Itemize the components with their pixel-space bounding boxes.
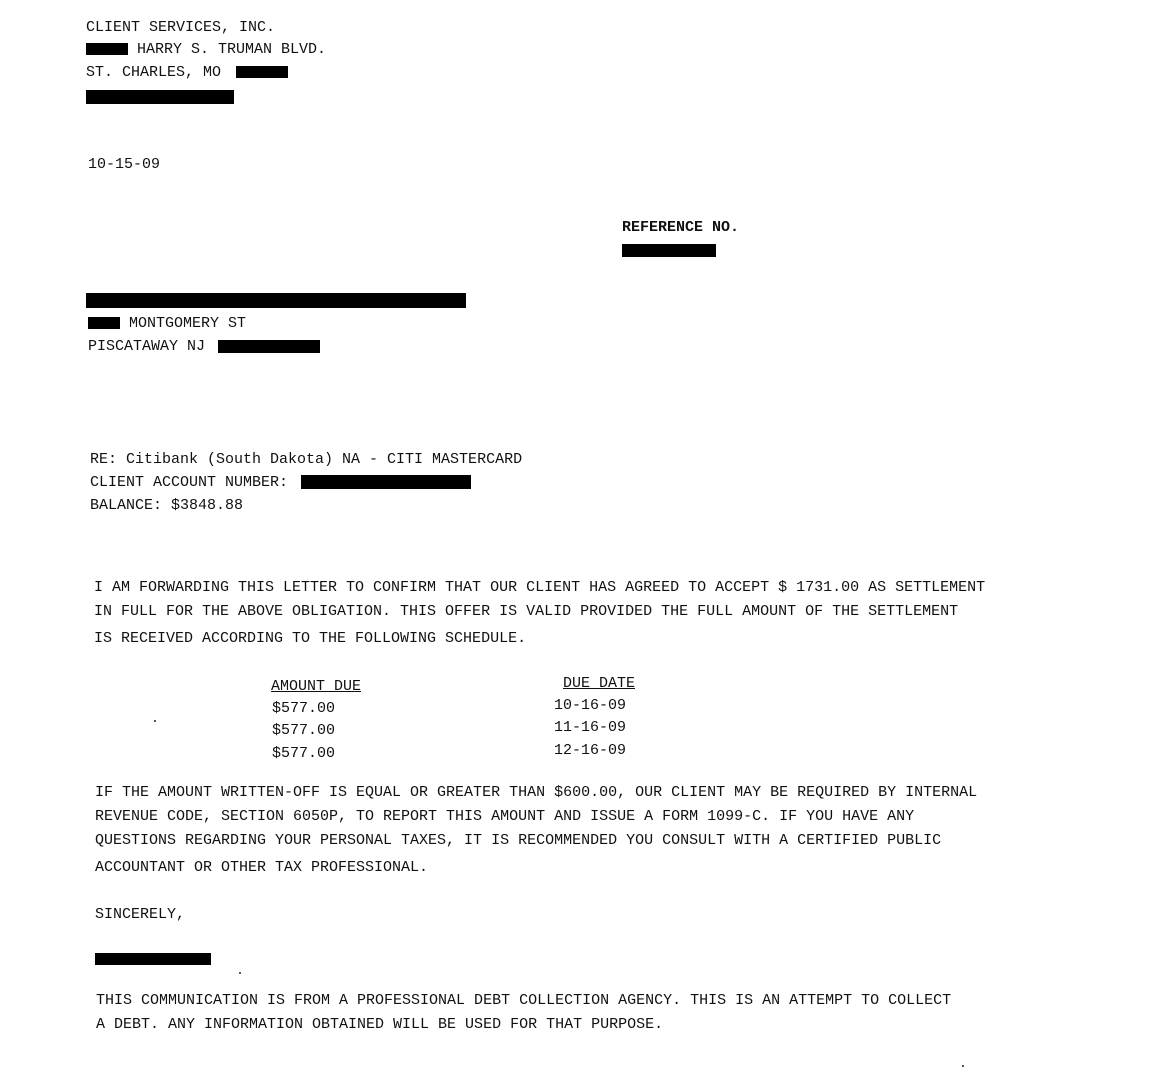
redaction-bar xyxy=(86,90,234,104)
paragraph1-line: IS RECEIVED ACCORDING TO THE FOLLOWING SCHEDULE. xyxy=(94,630,527,647)
scan-speck xyxy=(962,1065,964,1067)
sender-name: CLIENT SERVICES, INC. xyxy=(86,19,276,36)
schedule-date: 12-16-09 xyxy=(554,742,627,759)
sender-street: HARRY S. TRUMAN BLVD. xyxy=(137,41,327,58)
redaction-bar xyxy=(301,475,471,489)
redaction-bar xyxy=(218,340,320,353)
letter-date: 10-15-09 xyxy=(88,156,161,173)
paragraph1-line: I AM FORWARDING THIS LETTER TO CONFIRM THAT OUR CLIENT HAS AGREED TO ACCEPT $ 1731.00 AS SETTLEMENT xyxy=(94,579,986,596)
sender-city-line xyxy=(86,64,288,82)
sender-street-line xyxy=(86,41,326,59)
signature-redaction xyxy=(95,953,211,965)
schedule-amount: $577.00 xyxy=(272,700,336,717)
recipient-street-line xyxy=(88,315,246,333)
recipient-city-line xyxy=(88,338,320,356)
scan-speck xyxy=(154,720,156,722)
sender-city-state: ST. CHARLES, MO xyxy=(86,64,222,81)
redaction-bar xyxy=(236,66,288,78)
schedule-date: 11-16-09 xyxy=(554,719,627,736)
re-subject: RE: Citibank (South Dakota) NA - CITI MASTERCARD xyxy=(90,451,523,468)
re-balance: BALANCE: $3848.88 xyxy=(90,497,244,514)
redaction-bar xyxy=(86,43,128,55)
paragraph2-line: QUESTIONS REGARDING YOUR PERSONAL TAXES, IT IS RECOMMENDED YOU CONSULT WITH A CERTIFIED PUBLIC xyxy=(95,832,942,849)
schedule-amount: $577.00 xyxy=(272,722,336,739)
paragraph2-line: IF THE AMOUNT WRITTEN-OFF IS EQUAL OR GREATER THAN $600.00, OUR CLIENT MAY BE REQUIRED BY INTERNAL xyxy=(95,784,978,801)
scan-speck xyxy=(239,972,241,974)
schedule-header-date: DUE DATE xyxy=(563,675,636,692)
re-account-line xyxy=(90,474,471,492)
disclaimer-line: THIS COMMUNICATION IS FROM A PROFESSIONAL DEBT COLLECTION AGENCY. THIS IS AN ATTEMPT TO COLLECT xyxy=(96,992,952,1009)
account-label: CLIENT ACCOUNT NUMBER: xyxy=(90,474,289,491)
paragraph1-line: IN FULL FOR THE ABOVE OBLIGATION. THIS OFFER IS VALID PROVIDED THE FULL AMOUNT OF THE SETTLEMENT xyxy=(94,603,959,620)
recipient-city-state: PISCATAWAY NJ xyxy=(88,338,206,355)
paragraph2-line: ACCOUNTANT OR OTHER TAX PROFESSIONAL. xyxy=(95,859,429,876)
reference-label: REFERENCE NO. xyxy=(622,219,740,236)
redaction-bar xyxy=(622,244,716,257)
redaction-bar xyxy=(88,317,120,329)
closing: SINCERELY, xyxy=(95,906,186,923)
schedule-amount: $577.00 xyxy=(272,745,336,762)
paragraph2-line: REVENUE CODE, SECTION 6050P, TO REPORT THIS AMOUNT AND ISSUE A FORM 1099-C. IF YOU HAVE ANY xyxy=(95,808,915,825)
schedule-date: 10-16-09 xyxy=(554,697,627,714)
disclaimer-line: A DEBT. ANY INFORMATION OBTAINED WILL BE USED FOR THAT PURPOSE. xyxy=(96,1016,664,1033)
redaction-bar xyxy=(86,293,466,308)
schedule-header-amount: AMOUNT DUE xyxy=(271,678,362,695)
recipient-street: MONTGOMERY ST xyxy=(129,315,247,332)
